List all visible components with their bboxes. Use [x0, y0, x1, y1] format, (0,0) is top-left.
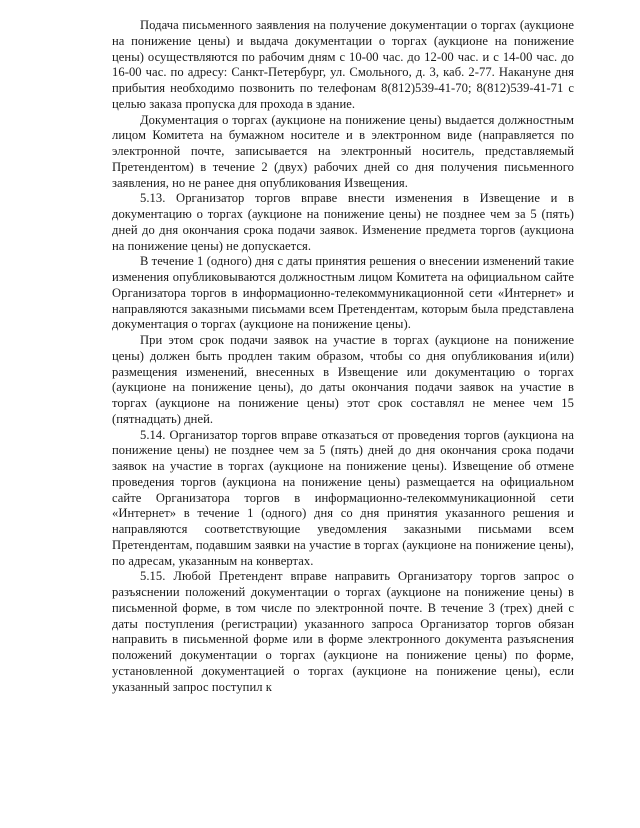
paragraph-changes-publication: В течение 1 (одного) дня с даты принятия решения о внесении изменений такие изменения опубликовываются должностным лицом Комитета на официальном сайте Организатора торгов в информационно-телекоммуникационной сети «Интернет» и направляются заказными письмами всем Претендентам, которым была представлена документация о торгах (аукционе на понижение цены).: [112, 254, 574, 332]
paragraph-5-15: 5.15. Любой Претендент вправе направить Организатору торгов запрос о разъяснении положений документации о торгах (аукционе на понижение цены) в письменной форме, в том числе по электронной почте. В течение 3 (трех) дней с даты поступления (регистрации) указанного запроса Организатор торгов обязан направить в письменной форме или в форме электронного документа разъяснения положений документации о торгах (аукционе на понижение цены) по форме, установленной документацией о торгах (аукционе на понижение цены), если указанный запрос поступил к: [112, 569, 574, 694]
paragraph-submission-hours: Подача письменного заявления на получение документации о торгах (аукционе на понижение цены) и выдача документации о торгах (аукционе на понижение цены) осуществляются по рабочим дням с 10-00 час. до 12-00 час. и с 14-00 час. до 16-00 час. по адресу: Санкт-Петербург, ул. Смольного, д. 3, каб. 2-77. Накануне дня прибытия необходимо позвонить по телефонам 8(812)539-41-70; 8(812)539-41-71 с целью заказа пропуска для прохода в здание.: [112, 18, 574, 111]
paragraph-5-14: 5.14. Организатор торгов вправе отказаться от проведения торгов (аукциона на понижение цены) не позднее чем за 5 (пять) дней до дня окончания срока подачи заявок на участие в торгах (аукционе на понижение цены). Извещение об отмене проведения торгов (аукциона на понижение цены) размещается на официальном сайте Организатора торгов в информационно-телекоммуникационной сети «Интернет» в течение 1 (одного) дня со дня принятия указанного решения и направляются соответствующие уведомления заказными письмами всем Претендентам, подавшим заявки на участие в торгах (аукционе на понижение цены), по адресам, указанным на конвертах.: [112, 427, 574, 568]
document-body: [112, 18, 574, 695]
paragraph-5-13: 5.13. Организатор торгов вправе внести изменения в Извещение и в документацию о торгах (аукционе на понижение цены) не позднее чем за 5 (пять) дней до дня окончания срока подачи заявок. Изменение предмета торгов (аукциона на понижение цены) не допускается.: [112, 191, 574, 253]
paragraph-documentation-issue: Документация о торгах (аукционе на понижение цены) выдается должностным лицом Комитета на бумажном носителе и в электронном виде (направляется по электронной почте, записывается на электронный носитель, представляемый Претендентом) в течение 2 (двух) рабочих дней со дня получения письменного заявления, но не ранее дня опубликования Извещения.: [112, 112, 574, 190]
paragraph-deadline-extension: При этом срок подачи заявок на участие в торгах (аукционе на понижение цены) должен быть продлен таким образом, чтобы со дня опубликования и(или) размещения изменений, внесенных в Извещение или документацию о торгах (аукционе на понижение цены), до даты окончания подачи заявок на участие в торгах (аукционе на понижение цены) этот срок составлял не менее чем 15 (пятнадцать) дней.: [112, 333, 574, 426]
